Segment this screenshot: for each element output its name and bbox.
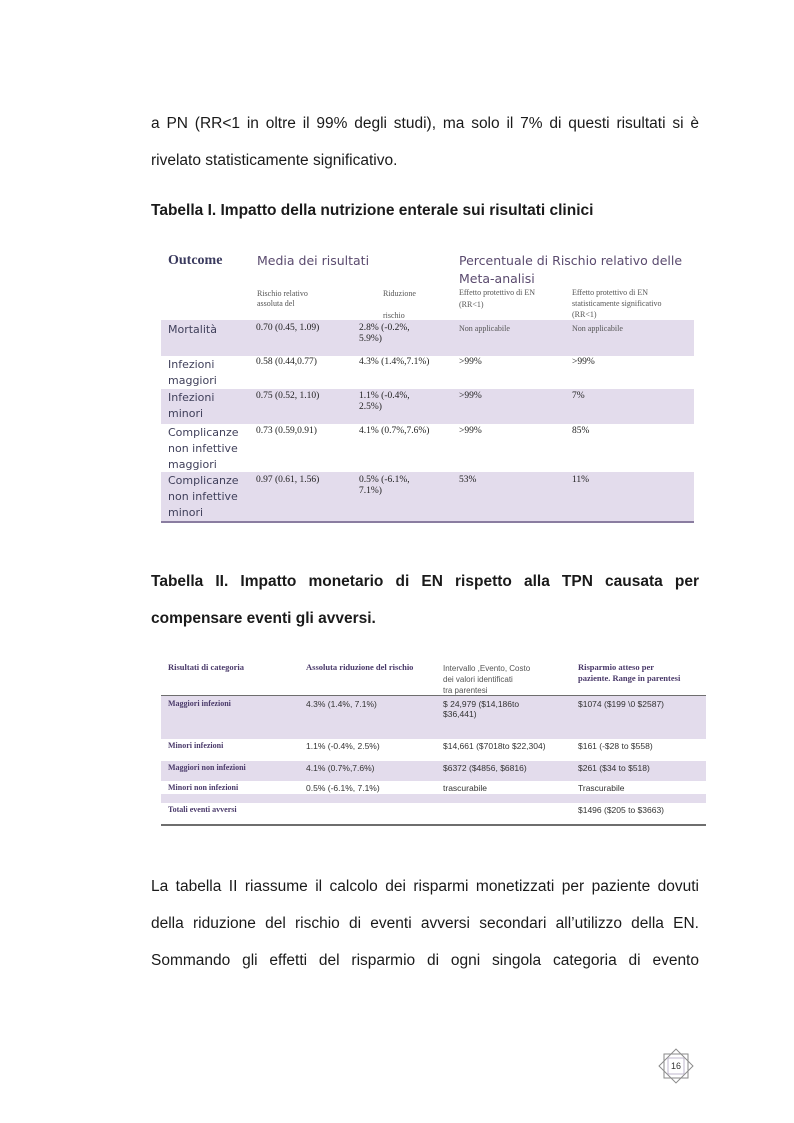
table2-header-categoria: Risultati di categoria — [168, 662, 245, 672]
table1-header-media: Media dei risultati — [257, 253, 370, 268]
table2-bottom-rule — [161, 824, 706, 826]
table1-sub-statistico: Effetto protettivo di EN — [572, 288, 649, 297]
page-number: 16 — [670, 1061, 681, 1071]
table1-sub-riduzione: rischio — [383, 311, 405, 320]
table1-sub-riduzione: Riduzione — [383, 289, 416, 298]
table-row: Maggiori non infezioni 4.1% (0.7%,7.6%) $6372 ($4856, $6816) $261 ($34 to $518) — [161, 761, 706, 781]
table1-sub-effetto: (RR<1) — [459, 300, 484, 309]
table-spacer — [161, 794, 706, 803]
table2-title: compensare eventi gli avversi. — [151, 610, 376, 627]
table-row: Minori non infezioni 0.5% (-6.1%, 7.1%) trascurabile Trascurabile — [168, 783, 625, 793]
body-text-line: della riduzione del rischio di eventi avversi secondari all’utilizzo della EN. — [151, 915, 699, 932]
table1-header-percentuale: Percentuale di Rischio relativo delle — [459, 253, 683, 268]
table1-header-outcome: Outcome — [168, 253, 223, 268]
table2-header-risparmio: paziente. Range in parentesi — [578, 673, 681, 683]
table2-header-intervallo: dei valori identificati — [443, 675, 513, 684]
table1-sub-effetto: Effetto protettivo di EN — [459, 288, 536, 297]
table1-header-metaanalisi: Meta-analisi — [459, 271, 535, 286]
table-row: Mortalità 0.70 (0.45, 1.09) 2.8% (-0.2%, 5.9%) Non applicabile Non applicabile — [161, 320, 694, 356]
table-row: Complicanze non infettive maggiori 0.73 (0.59,0.91) 4.1% (0.7%,7.6%) >99% 85% — [168, 426, 590, 471]
table1-sub-rr: Rischio relativo — [257, 289, 308, 298]
table1-sub-rr: assoluta del — [257, 299, 295, 308]
body-text-line: La tabella II riassume il calcolo dei risparmi monetizzati per paziente dovuti — [151, 878, 699, 895]
table-row: Totali eventi avversi $1496 ($205 to $3663) — [168, 805, 665, 815]
body-text-line: Sommando gli effetti del risparmio di ogni singola categoria di evento — [151, 952, 699, 969]
table-row: Infezioni minori 0.75 (0.52, 1.10) 1.1% (-0.4%, 2.5%) >99% 7% — [161, 389, 694, 424]
page-number-badge — [656, 1048, 696, 1084]
table2-header-risparmio: Risparmio atteso per — [578, 662, 655, 672]
table-row: Minori infezioni 1.1% (-0.4%, 2.5%) $14,661 ($7018to $22,304) $161 (-$28 to $558) — [168, 741, 653, 751]
table2-header-intervallo: tra parentesi — [443, 686, 488, 695]
body-text-line: a PN (RR<1 in oltre il 99% degli studi), ma solo il 7% di questi risultati si è — [151, 115, 699, 132]
table-row: Infezioni maggiori 0.58 (0.44,0.77) 4.3% (1.4%,7.1%) >99% >99% — [168, 357, 595, 387]
table2-header-riduzione: Assoluta riduzione del rischio — [306, 662, 414, 672]
table1-bottom-rule — [161, 521, 694, 523]
table1-title: Tabella I. Impatto della nutrizione enterale sui risultati clinici — [151, 202, 594, 219]
table-row: Maggiori infezioni 4.3% (1.4%, 7.1%) $ 24,979 ($14,186to $36,441) $1074 ($199 \0 $2587) — [161, 696, 706, 739]
table1-sub-statistico: (RR<1) — [572, 310, 597, 319]
body-text-line: rivelato statisticamente significativo. — [151, 152, 398, 169]
table2-header-intervallo: Intervallo ,Evento, Costo — [443, 664, 531, 673]
table1-sub-statistico: statisticamente significativo — [572, 299, 662, 308]
table-row: Complicanze non infettive minori 0.97 (0.61, 1.56) 0.5% (-6.1%, 7.1%) 53% 11% — [161, 472, 694, 521]
table2-title: Tabella II. Impatto monetario di EN rispetto alla TPN causata per — [151, 573, 699, 590]
